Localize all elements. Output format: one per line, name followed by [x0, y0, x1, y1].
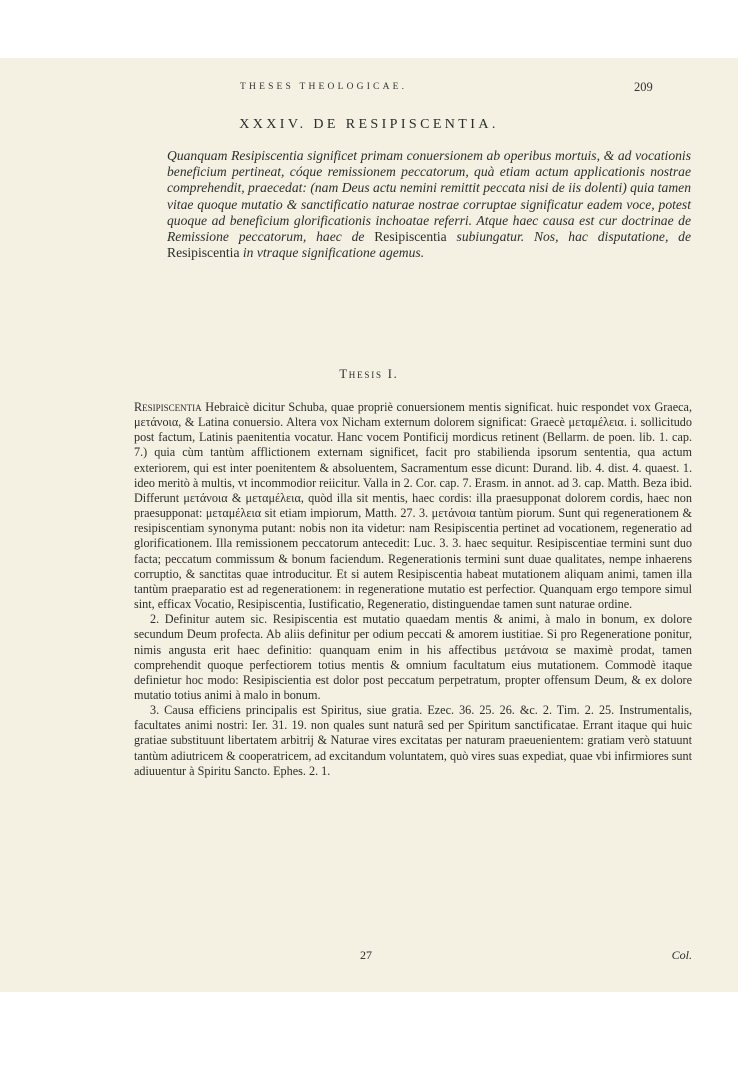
section-title: XXXIV. DE RESIPISCENTIA.	[239, 117, 499, 132]
running-head	[0, 82, 738, 98]
paragraph-text: Hebraicè dicitur Schuba, quae propriè conuersionem mentis significat. huic respondet vox Graeca, μετάνοια, & Latina conuersio. Altera vox Nicham externum dolorem significat: Graecè μεταμέλεια. i. sollicitudo post factum, Latinis paenitentia vocatur. Hanc vocem Pontificij mordicus retinent (Bellarm. de poen. lib. 1. cap. 7.) quia cùm tantùm afflictionem externam significet, facit pro stabilienda ipsorum sententia, qua actum exteriorem, qui est inter poenitentem & absoluentem, Sacramentum esse dicunt: Durand. lib. 4. dist. 4. quaest. 1. ideo meritò à multis, vt incommodior reiicitur. Valla in 2. Cor. cap. 7. Erasm. in annot. ad 3. cap. Matth. Beza ibid. Differunt μετάνοια & μεταμέλεια, quòd illa sit mentis, haec cordis: illa praesupponat dolorem cordis, haec non praesupponat: μεταμέλεια sit etiam impiorum, Matth. 27. 3. μετάνοια tantùm piorum. Sunt qui regenerationem & resipiscentiam synonyma putant: nobis non ita videtur: nam Resipiscentia pertinet ad vocationem, regeneratio ad glorificationem. Illa remissionem peccatorum antecedit: Luc. 3. 3. haec sequitur. Resipiscentiae termini sunt duo facta; peccatum commissum & bonum faciendum. Regenerationis termini sunt duae qualitates, nempe inhaerens corruptio, & sanctitas quae introducitur. Et si autem Resipiscentia habeat mutationem aliquam animi, tamen illa tantùm praeparatio est ad regenerationem: in regeneratione mutatio est perfectior. Quanquam ergo tempore simul sint, efficax Vocatio, Resipiscentia, Iustificatio, Regeneratio, distinguendae tamen sunt naturae ordine.	[134, 400, 692, 612]
paragraph-2	[134, 612, 692, 703]
paragraph-1	[134, 400, 692, 612]
page-number: 209	[634, 80, 653, 94]
signature-mark: 27	[360, 948, 372, 962]
running-title: THESES THEOLOGICAE.	[240, 82, 408, 92]
catchword: Col.	[671, 948, 692, 962]
paragraph-lead: 2.	[150, 612, 160, 627]
intro-part-1: Quanquam Resipiscentia significet primam conuersionem ab operibus mortuis, & ad vocationis beneficium pertineat, cóque remissionem peccatorum, quà etiam actum applicationis nostrae comprehendit, praecedat: (nam Deus actu nemini remittit peccata nisi de iis dolenti) quia tamen vitae quoque mutatio & sanctificatio naturae nostrae corruptae significatur eadem voce, potest quoque ad beneficium glorificationis inchoatae referri. Atque haec causa est cur doctrinae de Remissione peccatorum, haec de	[167, 148, 691, 245]
intro-word-resipiscentia-1: Resipiscentia	[374, 229, 447, 245]
paragraph-3	[134, 703, 692, 779]
paragraph-lead: 3.	[150, 703, 160, 718]
page-footer	[134, 948, 692, 964]
thesis-body	[134, 400, 692, 779]
paragraph-lead: Resipiscentia	[134, 400, 202, 414]
thesis-heading: Thesis I.	[339, 367, 399, 381]
paragraph-text: Causa efficiens principalis est Spiritus, siue gratia. Ezec. 36. 25. 26. &c. 2. Tim. 2. 25. Instrumentalis, facultates animi nostri: Ier. 31. 19. non quales sunt naturâ sed per Spiritum sanctificatae. Errant itaque qui huic gratiae substituunt libertatem arbitrij & Naturae vires excitatas per naturam praeuenientem: gratiam verò statuunt tantùm adiutricem & cooperatricem, ad excitandum voluntatem, quò vires suas expediat, quae vbi infirmiores sunt adiuuentur à Spiritu Sancto. Ephes. 2. 1.	[134, 703, 692, 778]
intro-part-2: subiungatur. Nos, hac disputatione, de	[446, 229, 692, 245]
intro-part-3: in vtraque significatione agemus.	[239, 245, 425, 261]
intro-paragraph	[167, 148, 691, 261]
intro-word-resipiscentia-2: Resipiscentia	[167, 245, 240, 261]
paragraph-text: Definitur autem sic. Resipiscentia est mutatio quaedam mentis & animi, à malo in bonum, ex dolore secundum Deum profecta. Ab aliis definitur per odium peccati & amorem iustitiae. Si pro Regeneratione ponitur, nimis angusta erit haec definitio: quanquam enim in his affectibus μετάνοια se maximè prodat, tamen comprehendit quoque perfectiorem totius mentis & omnium facultatum eius mutationem. Commodè itaque definietur hoc modo: Resipiscientia est dolor post peccatum perpetratum, propter offensum Deum, & ex dolore mutatio totius animi à malo in bonum.	[134, 612, 692, 702]
